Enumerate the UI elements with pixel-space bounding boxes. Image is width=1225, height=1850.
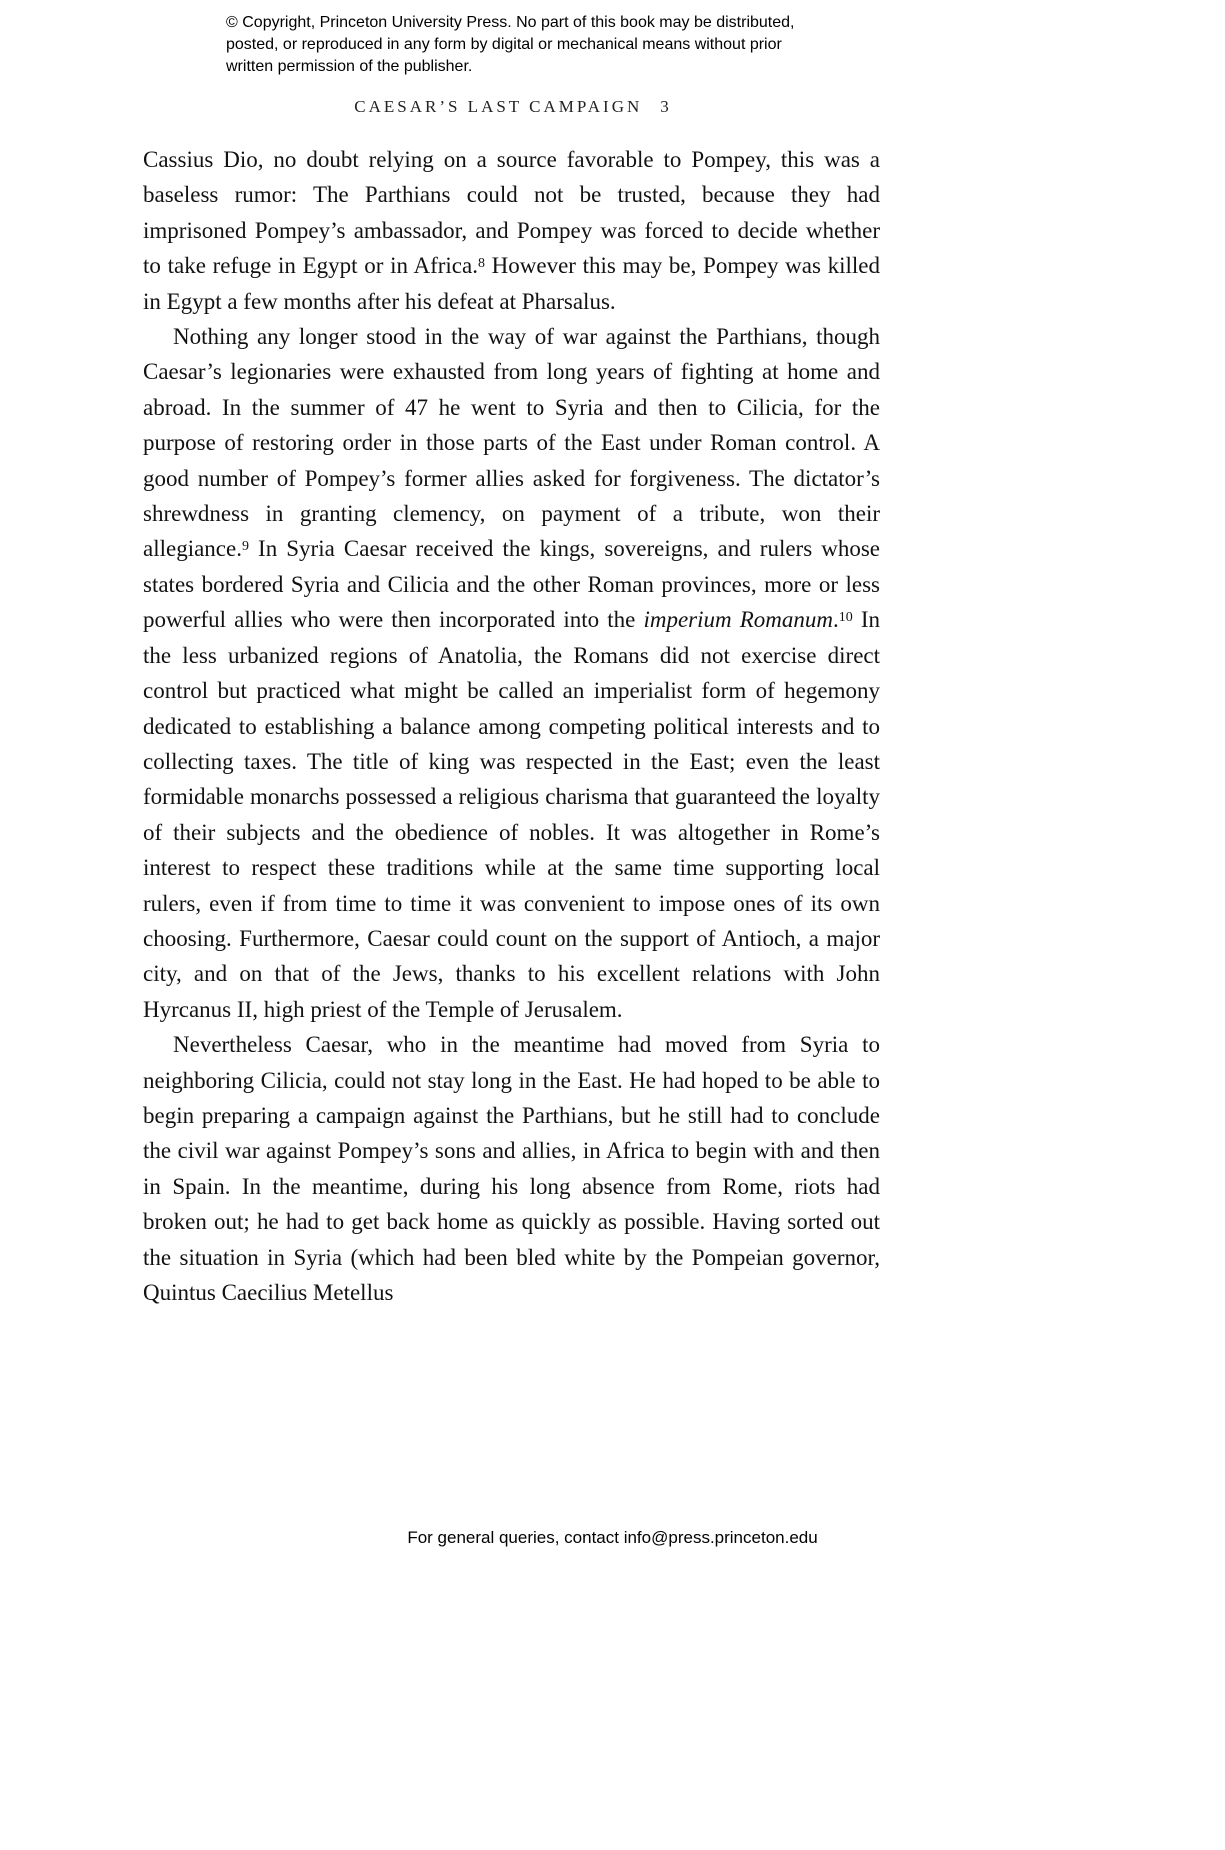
text-run: Cassius Dio, no doubt relying on a source favorable to Pompey, this was a baseless rumor: The Parthians could not be trusted, because they had imprisoned Pompey’s ambassador, and Pompey was forced to decide whether to take refuge in Egypt or in Africa. xyxy=(143,147,880,279)
text-run: Nevertheless Caesar, who in the meantime had moved from Syria to neighboring Cilicia, could not stay long in the East. He had hoped to be able to begin preparing a campaign against the Parthians, but he still had to conclude the civil war against Pompey’s sons and allies, in Africa to begin with and then in Spain. In the meantime, during his long absence from Rome, riots had broken out; he had to get back home as quickly as possible. Having sorted out the situation in Syria (which had been bled white by the Pompeian governor, Quintus Caecilius Metellus xyxy=(143,1032,880,1305)
footnote-marker: 10 xyxy=(838,609,853,625)
body-text xyxy=(143,142,880,1310)
text-run: In the less urbanized regions of Anatolia, the Romans did not exercise direct control but practiced what might be called an imperialist form of hegemony dedicated to establishing a balance among competing political interests and to collecting taxes. The title of king was respected in the East; even the least formidable monarchs possessed a religious charisma that guaranteed the loyalty of their subjects and the obedience of nobles. It was altogether in Rome’s interest to respect these traditions while at the same time supporting local rulers, even if from time to time it was convenient to impose ones of its own choosing. Furthermore, Caesar could count on the support of Antioch, a major city, and on that of the Jews, thanks to his excellent relations with John Hyrcanus II, high priest of the Temple of Jerusalem. xyxy=(143,607,881,1022)
running-head-title: CAESAR’S LAST CAMPAIGN xyxy=(354,97,643,116)
copyright-notice: © Copyright, Princeton University Press. No part of this book may be distributed, posted, or reproduced in any form by digital or mechanical means without prior written permission of the publisher. xyxy=(226,14,795,75)
running-head xyxy=(143,97,880,117)
footnote-marker: 8 xyxy=(477,255,485,271)
paragraph-1 xyxy=(143,142,880,319)
text-run: In Syria Caesar received the kings, sovereigns, and rulers whose states bordered Syria and Cilicia and the other Roman provinces, more or less powerful allies who were then incorporated into the xyxy=(143,536,880,633)
italic-text-run: imperium Romanum xyxy=(643,607,833,633)
text-run: . xyxy=(832,607,839,633)
paragraph-2 xyxy=(143,319,880,1027)
page-number: 3 xyxy=(660,97,669,116)
paragraph-3 xyxy=(143,1027,880,1310)
text-run: Nothing any longer stood in the way of war against the Parthians, though Caesar’s legionaries were exhausted from long years of fighting at home and abroad. In the summer of 47 he went to Syria and then to Cilicia, for the purpose of restoring order in those parts of the East under Roman control. A good number of Pompey’s former allies asked for forgiveness. The dictator’s shrewdness in granting clemency, on payment of a tribute, won their allegiance. xyxy=(143,324,880,562)
footer-query-line: For general queries, contact info@press.princeton.edu xyxy=(407,1528,818,1547)
text-run: However this may be, Pompey was killed in Egypt a few months after his defeat at Pharsalus. xyxy=(143,253,880,314)
footnote-marker: 9 xyxy=(241,539,249,555)
